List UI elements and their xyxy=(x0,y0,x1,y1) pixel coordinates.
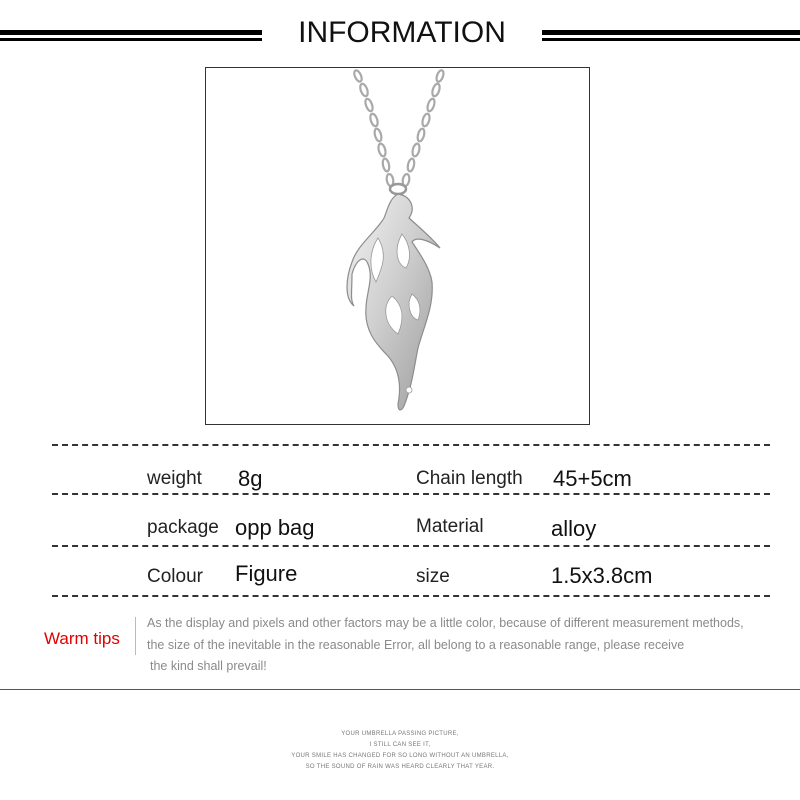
material-value: alloy xyxy=(551,516,597,541)
material-label: Material xyxy=(416,516,484,537)
size-label: size xyxy=(416,566,450,587)
weight-label: weight xyxy=(147,468,202,489)
package-label: package xyxy=(147,517,219,538)
page-title: INFORMATION xyxy=(298,16,506,49)
table-divider xyxy=(52,444,770,446)
footer-line: YOUR SMILE HAS CHANGED FOR SO LONG WITHOUT AN UMBRELLA, xyxy=(291,753,509,759)
header-bars-left xyxy=(0,30,262,44)
warm-tips-separator xyxy=(135,617,136,655)
footer-line: YOUR UMBRELLA PASSING PICTURE, xyxy=(341,731,459,737)
warm-tips-line: As the display and pixels and other factors may be a little color, because of different measurement methods, xyxy=(147,616,744,630)
warm-tips-line: the kind shall prevail! xyxy=(150,659,267,673)
table-divider xyxy=(52,493,770,495)
package-value: opp bag xyxy=(235,515,315,540)
section-divider xyxy=(0,689,800,690)
table-divider xyxy=(52,545,770,547)
chain-length-label: Chain length xyxy=(416,468,523,489)
warm-tips-line: the size of the inevitable in the reasonable Error, all belong to a reasonable range, please receive xyxy=(147,638,685,652)
weight-value: 8g xyxy=(238,466,263,491)
table-divider xyxy=(52,595,770,597)
colour-value: Figure xyxy=(235,561,298,586)
warm-tips-label: Warm tips xyxy=(44,629,120,648)
flame-pendant-illustration xyxy=(206,68,589,424)
footer-line: SO THE SOUND OF RAIN WAS HEARD CLEARLY THAT YEAR. xyxy=(305,764,495,770)
colour-label: Colour xyxy=(147,566,203,587)
product-image xyxy=(205,67,590,425)
chain-length-value: 45+5cm xyxy=(553,466,632,491)
size-value: 1.5x3.8cm xyxy=(551,563,653,588)
header-bars-right xyxy=(542,30,800,44)
footer-line: I STILL CAN SEE IT, xyxy=(369,742,431,748)
